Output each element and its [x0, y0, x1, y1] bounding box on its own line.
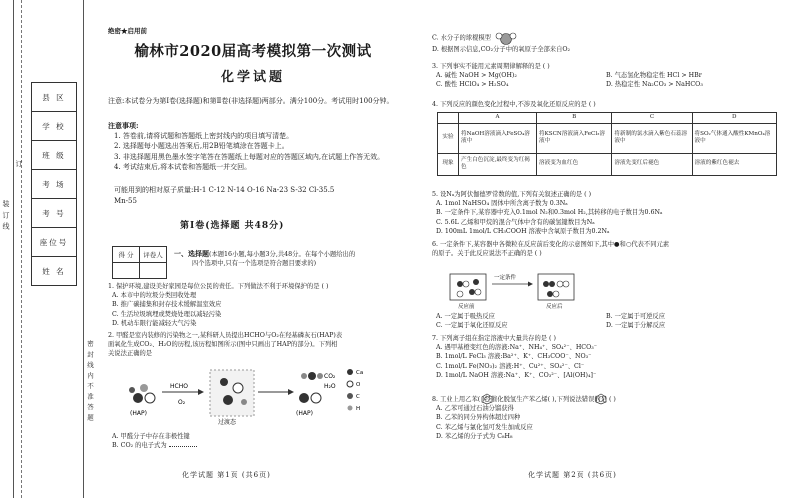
notice-heading: 注意事项:	[108, 121, 139, 130]
legend-c: C	[356, 394, 360, 400]
option-a[interactable]: A. 碱性 NaOH > Mg(OH)₂	[436, 72, 517, 80]
option-b[interactable]: B. 乙苯的同分异构体超过四种	[436, 414, 521, 422]
grader-cell[interactable]	[140, 263, 167, 279]
label-before: 反应前	[458, 304, 475, 310]
legend-ca: Ca	[356, 370, 364, 376]
option-list	[432, 343, 777, 380]
field-exam-room[interactable]: 考 场	[32, 170, 76, 199]
particle-change-diagram	[448, 262, 588, 310]
student-info-box	[31, 82, 77, 286]
option-a[interactable]: A. 甲醛分子中存在非极性键	[112, 433, 190, 440]
arrowhead-2	[288, 389, 294, 395]
option-d[interactable]: D. 苯乙烯的分子式为 C₈H₈	[436, 432, 513, 440]
label-after: 反应后	[546, 304, 563, 310]
section-title: 第Ⅰ卷(选择题 共48分)	[180, 221, 285, 231]
field-county[interactable]: 县 区	[32, 83, 76, 112]
option-row	[436, 321, 776, 330]
ethylbenzene-structure-icon	[480, 393, 494, 405]
reaction-arrowhead	[528, 282, 533, 287]
notice-list	[114, 131, 408, 173]
notice-item: 4. 考试结束后,将本试卷和答题纸一并交回。	[114, 163, 252, 172]
diagram-legend	[347, 369, 363, 412]
option-b[interactable]: B. 1mol/L FeCl₃ 溶液:Ba²⁺、K⁺、CH₃COO⁻、NO₃⁻	[436, 353, 592, 361]
option-c[interactable]: C. 水分子的球棍模型	[432, 31, 777, 45]
table-cell: 将NaOH溶液滴入FeSO₄溶液中	[459, 123, 537, 153]
label-hcho: HCHO	[170, 383, 188, 390]
question-stem: 2. 甲醛是室内装修的污染物之一,某科研人员提出HCHO与O₂在羟基磷灰石(HAP)表	[108, 332, 343, 339]
option-d[interactable]: D. 机动车限行能减轻大气污染	[112, 319, 197, 327]
option-a[interactable]: A. 遇甲基橙变红色的溶液:Na⁺、NH₄⁺、SO₄²⁻、HCO₃⁻	[436, 344, 598, 352]
question-stem: 1. 保护环境,建设美好家园是每位公民的责任。下列做法不利于环境保护的是 ( )	[108, 283, 329, 290]
table-header: A	[459, 113, 537, 124]
table-cell: 实验	[438, 123, 459, 153]
option-c[interactable]: C. 一定属于氧化还原反应	[436, 322, 508, 330]
option-row	[432, 71, 777, 80]
grader-label: 评卷人	[140, 247, 167, 263]
table-cell: 产生白色沉淀,最终变为红褐色	[459, 153, 537, 175]
page-2-footer: 化学试题 第2页 (共6页)	[528, 471, 617, 479]
question-stem-cont: 的原子。关于此反应说法不正确的是 ( )	[432, 250, 542, 258]
outer-binding-label: 装 订 线	[2, 200, 10, 231]
arrowhead-1	[198, 389, 204, 395]
exam-intro: 注意:本试卷分为第Ⅰ卷(选择题)和第Ⅱ卷(非选择题)两部分。满分100分。考试用时100分钟。	[108, 97, 394, 105]
option-b[interactable]: B. CO₂ 的电子式为	[112, 441, 412, 450]
outer-binding-line	[13, 0, 14, 498]
option-d[interactable]: D. 100mL 1mol/L CH₃COOH 溶液中含氧原子数目为0.2Nₐ	[436, 227, 610, 235]
section-desc-2: 四个选项中,只有一个选项是符合题目要求的)	[192, 260, 317, 268]
legend-o: O	[356, 382, 361, 388]
option-a[interactable]: A. 乙苯可通过石油分馏获得	[436, 405, 514, 413]
table-cell: 溶液先变红后褪色	[612, 153, 692, 175]
atomic-mass-line-1: 可能用到的相对原子质量:H-1 C-12 N-14 O-16 Na-23 S-32 Cl-35.5	[114, 186, 335, 194]
label-hap-left: (HAP)	[130, 410, 147, 417]
option-b[interactable]: B. 一定属于可逆反应	[606, 313, 666, 320]
option-a[interactable]: A. 一定属于吸热反应	[436, 313, 495, 320]
question-2-options-cont	[432, 31, 777, 54]
table-cell: 现象	[438, 153, 459, 175]
notice-item: 1. 答卷前,请将试题和答题纸上密封线内的项目填写清楚。	[114, 132, 294, 140]
field-class[interactable]: 班 级	[32, 141, 76, 170]
margin-warning: 密 封 线 内 不 准 答 题	[86, 340, 94, 422]
dashed-binding-line	[21, 0, 22, 498]
question-2-options	[112, 432, 412, 450]
option-d[interactable]: D. 热稳定性 Na₂CO₃ > NaHCO₃	[606, 81, 703, 89]
secret-mark: 绝密★启用前	[108, 27, 147, 35]
question-6	[432, 240, 777, 258]
dashed-binding-label: 订	[15, 160, 23, 168]
table-cell: 将新制的氯水滴入紫色石蕊溶液中	[612, 123, 692, 153]
table-cell: 溶液变为血红色	[537, 153, 612, 175]
page-1-footer: 化学试题 第1页 (共6页)	[182, 471, 271, 479]
exam-title: 榆林市2020届高考模拟第一次测试	[134, 43, 372, 60]
option-d[interactable]: D. 一定属于分解反应	[606, 322, 666, 330]
question-stem: 5. 设Nₐ为阿伏伽德罗常数的值,下列有关叙述正确的是 ( )	[432, 191, 592, 198]
label-condition: 一定条件	[494, 275, 517, 281]
option-a[interactable]: A. 本市中的垃圾分类回收处理	[112, 292, 197, 300]
label-transition-state: 过渡态	[218, 419, 237, 426]
field-exam-number[interactable]: 考 号	[32, 199, 76, 228]
question-stem-cont: 面氧化生成CO₂、H₂O的历程,该历程如图所示(图中只画出了HAP的部分)。下列相	[108, 341, 338, 349]
table-cell: 溶液的紫红色褪去	[692, 153, 776, 175]
score-table	[112, 246, 167, 279]
table-header	[438, 113, 459, 124]
notice-item: 2. 选择题每小题选出答案后,用2B铅笔填涂在答题卡上。	[114, 142, 289, 151]
option-d[interactable]: D. 根据图示信息,CO₂分子中的氧原子全部来自O₂	[432, 46, 571, 53]
question-6-options	[436, 312, 776, 330]
score-cell[interactable]	[113, 263, 140, 279]
option-c[interactable]: C. 1mol/L Fe(NO₃)₂ 溶液:H⁺、Cu²⁺、SO₄²⁻、Cl⁻	[436, 362, 585, 370]
question-4: 4. 下列反应的颜色变化过程中,不涉及氧化还原反应的是 ( )	[432, 101, 596, 108]
hap-surface-right	[299, 372, 323, 403]
exam-subtitle: 化学试题	[220, 70, 285, 85]
before-box	[450, 274, 486, 300]
field-name[interactable]: 姓 名	[42, 266, 66, 276]
table-cell: 将SO₂气体通入酸性KMnO₄溶液中	[692, 123, 776, 153]
section-heading: 一、选择题	[174, 249, 209, 258]
option-c[interactable]: C. 苯乙烯与氯化氢可发生加成反应	[436, 423, 533, 431]
question-7	[432, 334, 777, 380]
label-h2o: H₂O	[324, 383, 336, 390]
question-1	[108, 282, 418, 328]
atomic-mass-line-2: Mn-55	[114, 197, 137, 205]
field-school[interactable]: 学 校	[32, 112, 76, 141]
table-header: C	[612, 113, 692, 124]
notice-item: 3. 非选择题用黑色墨水签字笔答在答题纸上每题对应的答题区域内,在试题上作答无效。	[114, 152, 385, 161]
styrene-structure-icon	[594, 393, 608, 405]
option-d[interactable]: D. 1mol/L NaOH 溶液:Na⁺、K⁺、CO₃²⁻、[Al(OH)₄]⁻	[436, 371, 597, 379]
question-stem: 3. 下列事实不能用元素周期律解释的是 ( )	[432, 63, 550, 70]
label-hap-right: (HAP)	[296, 410, 313, 417]
option-b[interactable]: B. 气态氢化物稳定性 HCl > HBr	[606, 72, 702, 80]
section-desc-1: (本题16小题,每小题3分,共48分。在每个小题给出的	[209, 251, 356, 258]
question-2	[108, 331, 418, 359]
electron-formula-image	[169, 441, 197, 447]
table-header: D	[692, 113, 776, 124]
option-list	[108, 291, 418, 328]
legend-h: H	[356, 406, 361, 412]
label-co2: CO₂	[324, 373, 336, 380]
table-header: B	[537, 113, 612, 124]
option-row	[432, 80, 777, 89]
option-c[interactable]: C. 酸性 HClO₄ > H₂SO₄	[436, 81, 509, 89]
water-ball-stick-model	[493, 31, 519, 45]
field-seat-number[interactable]: 座位号	[32, 228, 76, 257]
label-o2: O₂	[178, 399, 186, 406]
hap-surface-left	[129, 384, 155, 403]
score-label: 得 分	[113, 247, 140, 263]
option-a[interactable]: A. 1mol NaHSO₄ 固体中所含离子数为 0.3Nₐ	[436, 200, 568, 208]
option-c[interactable]: C. 生活垃圾填埋或焚烧处理以减轻污染	[112, 310, 222, 318]
table-cell: 将KSCN溶液滴入FeCl₃溶液中	[537, 123, 612, 153]
option-c[interactable]: C. 5.6L 乙烯和甲烷的混合气体中含有的碳氢键数目为Nₐ	[436, 218, 595, 226]
question-stem: 6. 一定条件下,某容器中各微粒在反应前后变化的示意图如下,其中●和○代表不同元素	[432, 241, 670, 248]
option-list	[432, 199, 777, 236]
question-5	[432, 190, 777, 236]
question-stem: 7. 下列离子组在指定溶液中大量共存的是 ( )	[432, 335, 556, 342]
option-b[interactable]: B. 推广碳捕集和封存技术缓解温室效应	[112, 301, 222, 309]
question-stem: 8. 工业上用乙苯( )经催化脱氢生产苯乙烯( ),下列说法错误的是 ( )	[432, 396, 616, 403]
question-3	[432, 62, 777, 90]
option-row	[436, 312, 776, 321]
inner-binding-line	[83, 0, 84, 498]
option-b[interactable]: B. 一定条件下,某容器中充入0.1mol N₂和0.3mol H₂,其转移的电子数目为0.6Nₐ	[436, 209, 663, 217]
question-stem-cont: 关说法正确的是	[108, 350, 153, 358]
section-description	[174, 249, 414, 268]
question-4-table	[437, 112, 777, 176]
reaction-mechanism-diagram	[118, 360, 368, 430]
transition-state	[210, 370, 254, 416]
option-list	[432, 404, 777, 441]
